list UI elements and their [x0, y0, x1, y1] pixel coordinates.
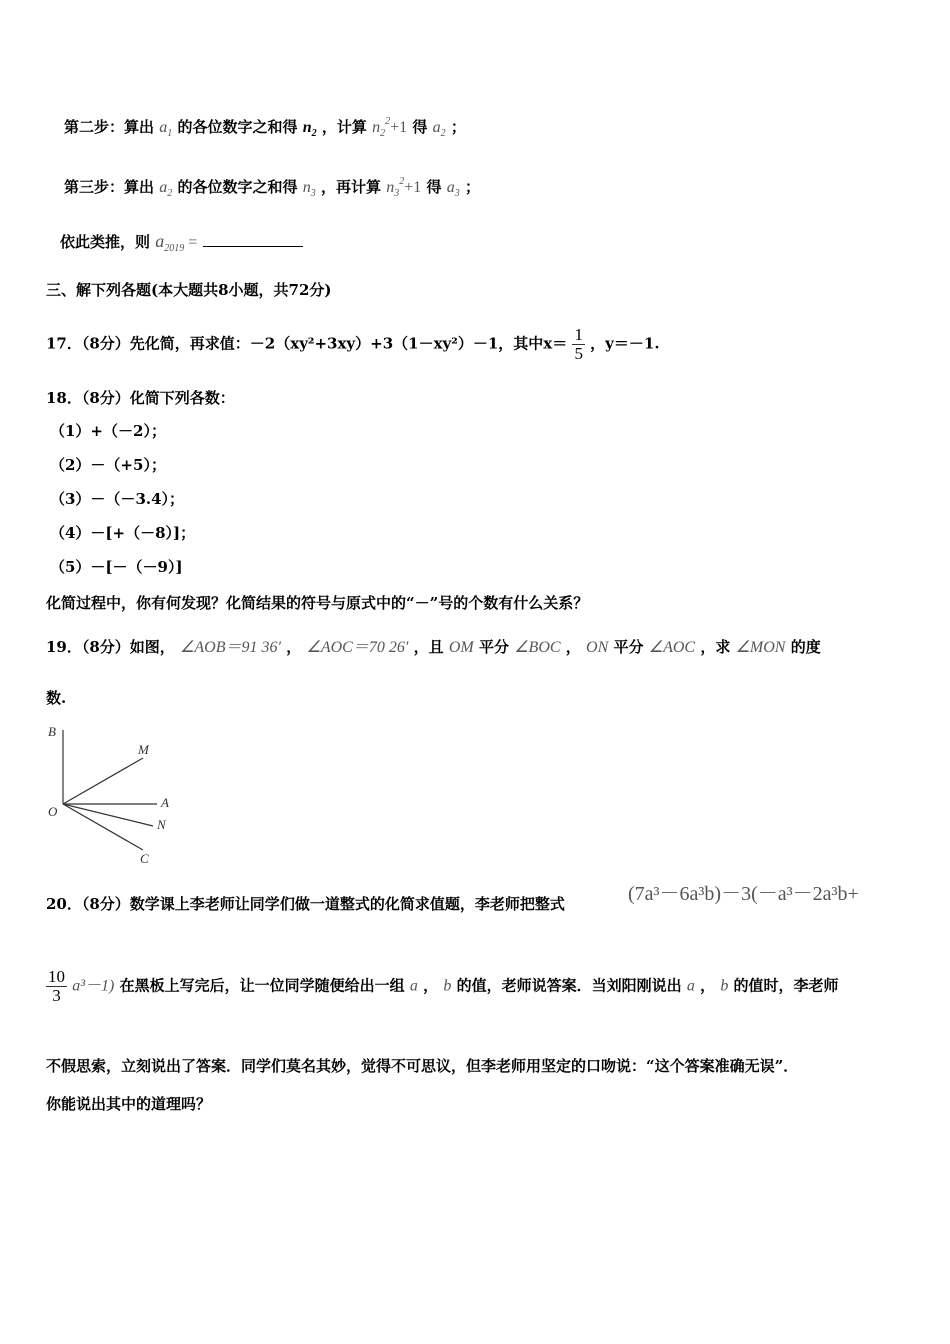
q20-line4: 你能说出其中的道理吗？ — [46, 1095, 212, 1113]
label-a: A — [161, 795, 169, 810]
var-a: a — [686, 977, 695, 995]
question-19 — [46, 637, 821, 658]
q18-item: （1）+（－2）； — [50, 422, 166, 440]
q18-item: （5）－[－（－9）] — [50, 558, 183, 576]
q19-bisect: 平分 — [613, 638, 644, 656]
var-a2: $a_2$ — [432, 119, 446, 139]
q20-expression-2: a³－1) — [72, 977, 115, 995]
step2-prefix: 第二步：算出 — [64, 118, 155, 136]
q19-sep: ， — [565, 638, 581, 656]
step2-line — [64, 112, 466, 144]
question-18-title: 18．（8分）化简下列各数： — [46, 389, 235, 407]
q17-fraction: $\frac{1}{5}$ — [574, 325, 583, 363]
ray-oc — [63, 804, 143, 850]
q18-item: （2）－（+5）； — [50, 456, 166, 474]
var-n3: $n_3$ — [302, 179, 316, 199]
var-a: a — [409, 977, 418, 995]
q20-comma: ， — [700, 976, 716, 995]
angle-aoc: ∠AOC — [648, 639, 696, 656]
q20-line1: 20．（8分）数学课上李老师让同学们做一道整式的化简求值题，李老师把整式 — [46, 895, 565, 913]
inference-line — [60, 231, 303, 259]
answer-blank — [203, 232, 303, 247]
angle-aoc-value: ∠AOC＝70 26′ — [306, 639, 409, 656]
var-b: b — [720, 977, 729, 995]
step3-get: 得 — [426, 178, 442, 196]
q20-text: 的值，老师说答案．当刘阳刚说出 — [456, 976, 682, 995]
q20-fraction: $\frac{10}{3}$ — [48, 967, 65, 1005]
expr-n2-squared: $n_2^2+1$ — [372, 116, 408, 139]
step3-calc: ，再计算 — [320, 178, 381, 196]
angle-boc: ∠BOC — [514, 639, 561, 656]
q19-prefix: 19．（8分）如图， — [46, 638, 175, 656]
var-a2: $a_2$ — [159, 179, 173, 199]
var-n2: $n_2$ — [302, 119, 317, 139]
q19-and: ，且 — [413, 638, 444, 656]
q17-text: 17．（8分）先化简，再求值：－2（xy²+3xy）+3（1－xy²）－1，其中x＝ — [46, 334, 568, 353]
q19-bisect: 平分 — [478, 638, 509, 656]
var-b: b — [443, 977, 452, 995]
var-a2019: $a_{2019}$ = — [155, 231, 198, 254]
var-a1: $a_1$ — [159, 119, 173, 139]
q20-text: 的值时，李老师 — [733, 976, 839, 995]
step2-end: ； — [450, 118, 466, 136]
label-b: B — [48, 724, 56, 739]
section-title: 三、解下列各题(本大题共8小题，共72分) — [46, 281, 332, 299]
label-n: N — [157, 817, 166, 832]
step2-get: 得 — [412, 118, 428, 136]
step3-prefix: 第三步：算出 — [64, 178, 155, 196]
label-c: C — [140, 851, 149, 866]
inference-prefix: 依此类推，则 — [60, 233, 151, 251]
q19-ask: ，求 — [700, 638, 731, 656]
step2-calc: ，计算 — [321, 118, 367, 136]
step3-line — [64, 172, 480, 204]
angle-aob: ∠AOB＝91 36′ — [180, 639, 281, 656]
step3-end: ； — [464, 178, 480, 196]
angle-figure — [40, 720, 190, 870]
ray-om: OM — [448, 639, 474, 656]
step2-mid: 的各位数字之和得 — [177, 118, 298, 136]
label-o: O — [48, 804, 58, 819]
q20-line2 — [46, 968, 839, 1005]
step3-mid: 的各位数字之和得 — [177, 178, 298, 196]
q18-item: （4）－[+（－8）]； — [50, 524, 196, 542]
question-20 — [46, 894, 565, 914]
q19-deg: 的度 — [790, 638, 821, 656]
ray-om-line — [63, 758, 143, 804]
ray-on-line — [63, 804, 153, 826]
angle-mon: ∠MON — [735, 639, 786, 656]
q17-text-after: ，y＝－1. — [590, 334, 660, 353]
question-17 — [46, 326, 660, 363]
q18-question: 化简过程中，你有何发现？化简结果的符号与原式中的“－”号的个数有什么关系？ — [46, 594, 589, 612]
var-a3: $a_3$ — [446, 179, 460, 199]
q19-deg2: 数. — [46, 689, 67, 707]
q20-comma: ， — [423, 976, 439, 995]
q18-item: （3）－（－3.4）； — [50, 490, 185, 508]
q19-sep: ， — [286, 638, 302, 656]
expr-n3-squared: $n_3^2+1$ — [386, 176, 422, 199]
ray-on: ON — [586, 639, 609, 656]
q20-text: 在黑板上写完后，让一位同学随便给出一组 — [119, 976, 405, 995]
label-m: M — [138, 742, 149, 757]
q20-expression-1: (7a³－6a³b)－3(－a³－2a³b+ — [628, 883, 859, 905]
q20-line3: 不假思索，立刻说出了答案．同学们莫名其妙，觉得不可思议，但李老师用坚定的口吻说：“这个答案准确无误”． — [46, 1057, 799, 1075]
